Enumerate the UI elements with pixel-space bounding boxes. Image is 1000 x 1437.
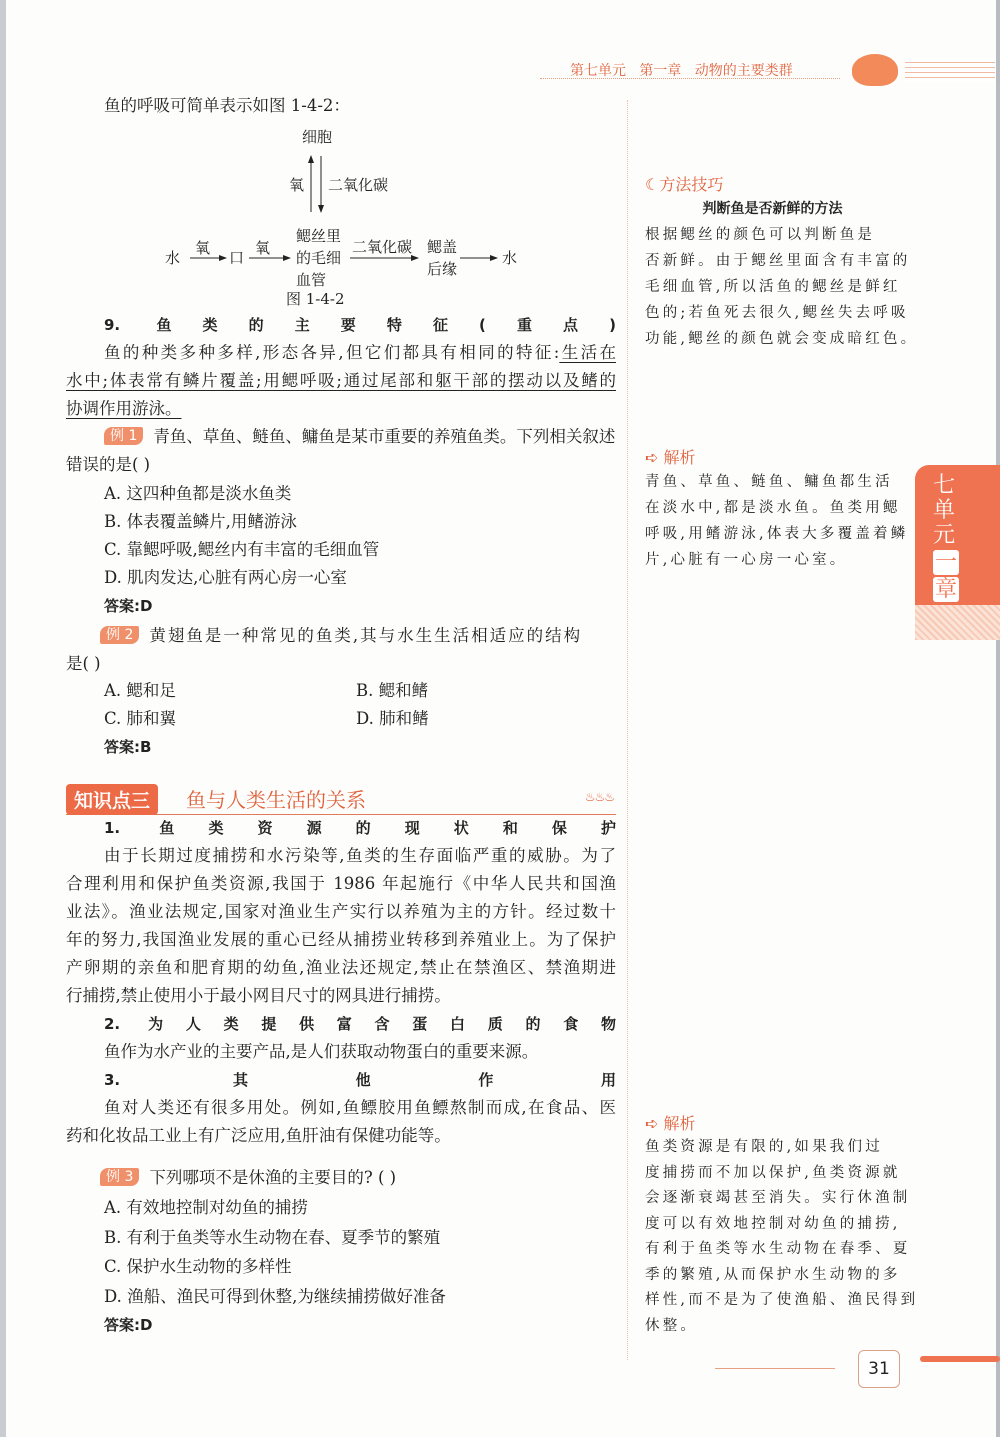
diagram-capillary-2: 的毛细 <box>296 249 342 267</box>
diagram-capillary-1: 鳃丝里 <box>296 227 342 245</box>
example2-option-d: D. 肺和鳍 <box>356 709 429 728</box>
swirl-icon: ☾ <box>645 175 660 194</box>
side-tab-char: 元 <box>933 523 956 548</box>
features-underlined-text: 协调作用游泳。 <box>66 399 182 418</box>
chapter-side-tab <box>915 465 1000 605</box>
footer-rule <box>715 1368 835 1369</box>
example1-option-a: A. 这四种鱼都是淡水鱼类 <box>104 484 292 503</box>
tip-line: 功能,鳃丝的颜色就会变成暗红色。 <box>645 331 919 347</box>
example1-option-d: D. 肌肉发达,心脏有两心房一心室 <box>104 568 347 587</box>
intro-text: 鱼的呼吸可简单表示如图 1-4-2： <box>104 96 350 115</box>
analysis-line: 度捕捞而不加以保护,鱼类资源就 <box>645 1164 901 1181</box>
features-line <box>66 395 616 423</box>
header-stripes <box>905 58 995 82</box>
paragraph-line: 行捕捞,禁止使用小于最小网目尺寸的网具进行捕捞。 <box>66 986 451 1005</box>
section-title: 鱼与人类生活的关系 <box>186 788 366 812</box>
subsection-heading: 2. 为人类提供富含蛋白质的食物 <box>104 1015 616 1033</box>
features-underlined-text: 生活在 <box>559 343 616 362</box>
diagram-caption: 图 1-4-2 <box>286 290 345 308</box>
analysis-line: 在淡水中,都是淡水鱼。鱼类用鳃 <box>645 500 901 516</box>
example2-question: 黄翅鱼是一种常见的鱼类,其与水生生活相适应的结构 <box>149 626 583 645</box>
side-tab-hatch <box>915 605 1000 640</box>
page-edge-left <box>0 0 6 1437</box>
book-mascot-logo-icon <box>852 54 898 86</box>
flame-difficulty-icon: ♨♨♨ <box>584 790 614 804</box>
analysis-line: 片,心脏有一心房一心室。 <box>645 552 848 568</box>
example2-option-b: B. 鳃和鳍 <box>356 681 429 700</box>
diagram-water-in: 水 <box>165 249 181 267</box>
diagram-oxygen-2: 氧 <box>255 239 271 257</box>
features-underlined-text: 水中;体表常有鳞片覆盖;用鳃呼吸;通过尾部和躯干部的摆动以及鳍的 <box>66 371 616 390</box>
analysis-line: 休整。 <box>645 1317 699 1334</box>
diagram-oxygen-up: 氧 <box>289 176 305 194</box>
tip-line: 色的;若鱼死去很久,鳃丝失去呼吸 <box>645 305 909 321</box>
tip-title: 判断鱼是否新鲜的方法 <box>702 201 843 217</box>
analysis1-label-text: 解析 <box>663 448 696 467</box>
diagram-operculum-2: 后缘 <box>427 260 458 278</box>
footer-bar <box>920 1356 1000 1362</box>
analysis-line: 青鱼、草鱼、鲢鱼、鳙鱼都生活 <box>645 474 893 490</box>
subsection-heading: 1. 鱼类资源的现状和保护 <box>104 819 616 837</box>
signpost-mascot-icon: ➪ <box>645 1114 659 1133</box>
tip-line: 否新鲜。由于鳃丝里面含有丰富的 <box>645 253 911 269</box>
analysis1-label <box>645 445 696 468</box>
analysis-line: 样性,而不是为了使渔船、渔民得到 <box>645 1292 919 1308</box>
diagram-oxygen-1: 氧 <box>195 239 211 257</box>
analysis-line: 会逐渐衰竭甚至消失。实行休渔制 <box>645 1190 911 1206</box>
features-line <box>104 339 616 367</box>
section-header <box>66 782 616 815</box>
tip-line: 根据鳃丝的颜色可以判断鱼是 <box>645 227 876 243</box>
subsection-heading: 3. 其他作用 <box>104 1071 616 1089</box>
paragraph-line: 产卵期的亲鱼和肥育期的幼鱼,渔业法还规定,禁止在禁渔区、禁渔期进 <box>66 958 616 977</box>
header-dotted-rule <box>540 78 840 79</box>
tip-line: 毛细血管,所以活鱼的鳃丝是鲜红 <box>645 279 901 295</box>
signpost-mascot-icon: ➪ <box>645 448 659 467</box>
analysis-line: 季的繁殖,从而保护水生动物的多 <box>645 1266 901 1283</box>
example3-option-d: D. 渔船、渔民可得到休整,为继续捕捞做好准备 <box>104 1286 446 1306</box>
example1-line-2: 错误的是( ) <box>66 455 151 474</box>
features-heading: 9. 鱼类的主要特征(重点) <box>104 316 616 334</box>
diagram-co2-down: 二氧化碳 <box>328 176 389 194</box>
tip-label <box>645 172 723 195</box>
example3-answer: 答案:D <box>104 1316 153 1334</box>
example3-question: 下列哪项不是休渔的主要目的? ( ) <box>149 1168 397 1187</box>
diagram-cell: 细胞 <box>302 128 333 146</box>
features-line <box>66 367 616 395</box>
tip-label-text: 方法技巧 <box>659 175 724 194</box>
analysis2-label <box>645 1111 696 1134</box>
analysis-line: 度可以有效地控制对幼鱼的捕捞, <box>645 1215 901 1232</box>
paragraph-line: 年的努力,我国渔业发展的重心已经从捕捞业转移到养殖业上。为了保护 <box>66 930 616 949</box>
analysis-line: 鱼类资源是有限的,如果我们过 <box>645 1139 883 1155</box>
example1-answer: 答案:D <box>104 597 153 615</box>
page-number: 31 <box>858 1350 900 1388</box>
fish-respiration-diagram <box>150 120 550 315</box>
side-tab-char: 单 <box>933 498 956 523</box>
paragraph-line: 合理利用和保护鱼类资源,我国于 1986 年起施行《中华人民共和国渔 <box>66 874 616 893</box>
page-edge-right <box>996 0 1000 1437</box>
example2-line-2: 是( ) <box>66 654 101 673</box>
example3-badge: 例 3 <box>100 1168 139 1186</box>
example2-option-a: A. 鳃和足 <box>104 681 176 700</box>
diagram-water-out: 水 <box>502 249 518 267</box>
paragraph-line: 业法》。渔业法规定,国家对渔业生产实行以养殖为主的方针。经过数十 <box>66 902 616 921</box>
example1-badge: 例 1 <box>104 427 143 445</box>
running-header: 第七单元 第一章 动物的主要类群 <box>570 63 793 79</box>
diagram-mouth: 口 <box>229 249 245 267</box>
analysis-line: 有利于鱼类等水生动物在春季、夏 <box>645 1241 911 1257</box>
paragraph-line: 由于长期过度捕捞和水污染等,鱼类的生存面临严重的威胁。为了 <box>104 846 616 865</box>
example2-line-1 <box>66 622 616 650</box>
example2-option-c: C. 肺和翼 <box>104 709 177 728</box>
example1-option-c: C. 靠鳃呼吸,鳃丝内有丰富的毛细血管 <box>104 540 380 559</box>
example3-option-b: B. 有利于鱼类等水生动物在春、夏季节的繁殖 <box>104 1227 441 1247</box>
example3-line <box>66 1164 616 1192</box>
analysis-line: 呼吸,用鳍游泳,体表大多覆盖着鳞 <box>645 526 909 542</box>
paragraph-line: 鱼对人类还有很多用处。例如,鱼鳔胶用鱼鳔熬制而成,在食品、医 <box>104 1098 616 1117</box>
example3-option-a: A. 有效地控制对幼鱼的捕捞 <box>104 1198 308 1217</box>
section-badge: 知识点三 <box>66 784 158 815</box>
side-tab-char: 章 <box>934 577 957 602</box>
example3-option-c: C. 保护水生动物的多样性 <box>104 1257 292 1276</box>
diagram-operculum-1: 鳃盖 <box>427 238 458 256</box>
paragraph-line: 鱼作为水产业的主要产品,是人们获取动物蛋白的重要来源。 <box>104 1042 539 1061</box>
column-divider <box>627 100 628 1360</box>
example1-question: 青鱼、草鱼、鲢鱼、鳙鱼是某市重要的养殖鱼类。下列相关叙述 <box>153 427 616 446</box>
diagram-capillary-3: 血管 <box>296 271 327 289</box>
analysis2-label-text: 解析 <box>663 1114 696 1133</box>
example1-line-1 <box>104 423 616 451</box>
example1-option-b: B. 体表覆盖鳞片,用鳍游泳 <box>104 512 297 531</box>
side-tab-char: 七 <box>933 473 956 498</box>
example2-badge: 例 2 <box>100 626 139 644</box>
example2-answer: 答案:B <box>104 738 152 756</box>
paragraph-line: 药和化妆品工业上有广泛应用,鱼肝油有保健功能等。 <box>66 1126 451 1145</box>
diagram-co2-right: 二氧化碳 <box>352 238 413 256</box>
side-tab-char: 一 <box>934 550 957 575</box>
features-text: 鱼的种类多种多样,形态各异,但它们都具有相同的特征: <box>104 343 560 362</box>
